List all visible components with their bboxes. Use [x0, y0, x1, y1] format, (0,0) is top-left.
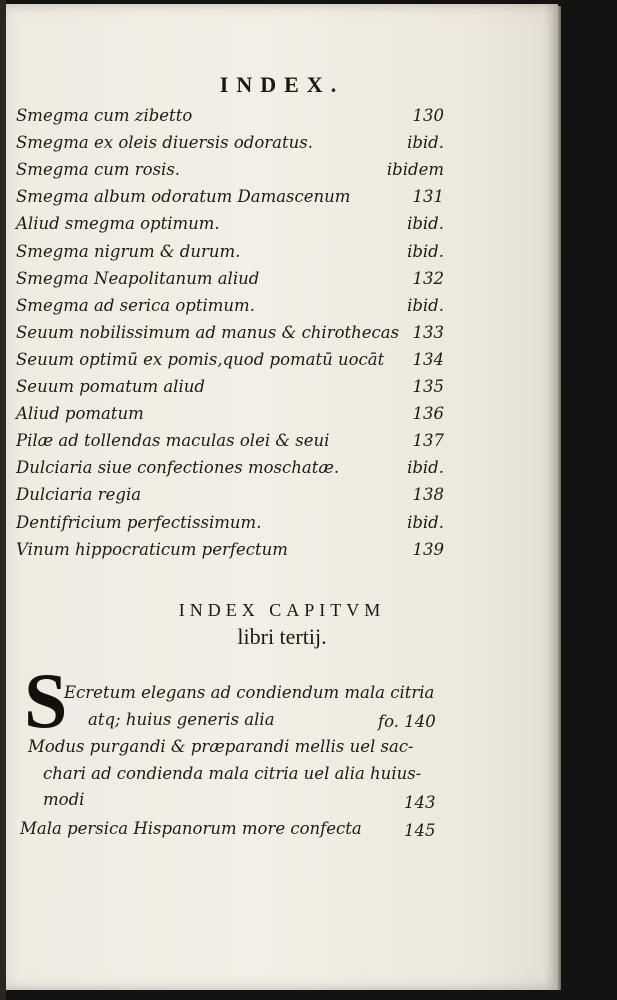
index-entry-page: ibid. — [407, 133, 444, 153]
index-entry-text: Smegma ex oleis diuersis odoratus. — [16, 133, 313, 153]
index-entry — [16, 210, 446, 237]
libri-tertij-subheading: libri tertij. — [237, 624, 327, 649]
page-edge — [557, 6, 561, 990]
index-entry — [16, 183, 446, 210]
index-entry — [16, 536, 446, 563]
index-entry — [16, 292, 446, 319]
index-entry — [16, 373, 446, 400]
index-entry-page: 137 — [412, 431, 444, 451]
index-entry-text: Dulciaria regia — [16, 485, 142, 505]
index-entry-page: ibid. — [407, 512, 444, 532]
index-entry — [16, 238, 446, 265]
book-page — [6, 4, 558, 990]
chapter-entry-3-text: Mala persica Hispanorum more confecta — [20, 819, 362, 838]
index-entry — [16, 346, 446, 373]
index-entry — [16, 509, 446, 536]
index-entry — [16, 156, 446, 183]
index-entry-text: Smegma cum zibetto — [16, 106, 193, 125]
index-capitum-heading: INDEX CAPITVM — [178, 600, 386, 620]
index-entry-page: 133 — [412, 322, 444, 342]
index-entry-text: Smegma album odoratum Damascenum — [16, 187, 351, 207]
index-entry-page: 139 — [412, 539, 444, 559]
index-entry-page: 135 — [412, 377, 444, 396]
index-entry-text: Seuum pomatum aliud — [16, 377, 205, 396]
index-entry-text: Dulciaria siue confectiones moschatæ. — [16, 458, 340, 478]
chapter-entry-3-page: 145 — [404, 821, 436, 840]
index-entry-page: ibidem — [386, 160, 444, 180]
index-entry-text: Seuum nobilissimum ad manus & chirothecas — [16, 322, 400, 342]
drop-cap-letter: S — [24, 657, 68, 744]
chapter-entry-1-line-1: Ecretum elegans ad condiendum mala citria — [64, 683, 435, 702]
index-entry-page: 136 — [412, 404, 444, 424]
index-entry-text: Smegma ad serica optimum. — [16, 295, 255, 315]
index-entry — [16, 265, 446, 292]
index-entry-text: Pilæ ad tollendas maculas olei & seui — [16, 431, 330, 451]
index-entry-page: 130 — [412, 106, 444, 125]
chapter-entry-2-line-2: chari ad condienda mala citria uel alia huius- — [43, 764, 422, 783]
index-entry — [16, 481, 446, 508]
index-heading: INDEX. — [219, 72, 345, 97]
index-entry — [16, 454, 446, 481]
index-entry-page: 134 — [412, 349, 444, 369]
index-entry-text: Smegma nigrum & durum. — [16, 241, 241, 261]
index-entry-page: ibid. — [407, 241, 444, 261]
index-entry — [16, 427, 446, 454]
index-entry-text: Seuum optimū ex pomis,quod pomatū uocāt — [16, 349, 385, 369]
index-entry-text: Aliud pomatum — [16, 404, 144, 424]
index-entry — [16, 319, 446, 346]
chapter-entry-2-line-3: modi — [43, 790, 85, 809]
index-entry-text: Smegma Neapolitanum aliud — [16, 268, 260, 288]
index-entry-text: Vinum hippocraticum perfectum — [16, 539, 288, 559]
chapter-entry-1-line-2: atq; huius generis alia — [88, 710, 275, 729]
chapter-entry-2-line-1: Modus purgandi & præparandi mellis uel sac- — [28, 737, 414, 756]
index-entry-text: Smegma cum rosis. — [16, 160, 181, 180]
index-entry-page: 131 — [412, 187, 444, 207]
index-entry — [16, 102, 446, 129]
index-entry-page: ibid. — [407, 214, 444, 234]
index-entry-text: Aliud smegma optimum. — [16, 214, 220, 234]
index-entry-page: 138 — [412, 485, 444, 505]
index-entry-page: 132 — [412, 268, 444, 288]
index-entry-page: ibid. — [407, 458, 444, 478]
index-entry — [16, 400, 446, 427]
chapter-entry-2-page: 143 — [404, 793, 436, 812]
index-entry-text: Dentifricium perfectissimum. — [16, 512, 262, 532]
chapter-entry-1-page: fo. 140 — [378, 712, 436, 731]
index-entry-page: ibid. — [407, 295, 444, 315]
index-entry — [16, 129, 446, 156]
